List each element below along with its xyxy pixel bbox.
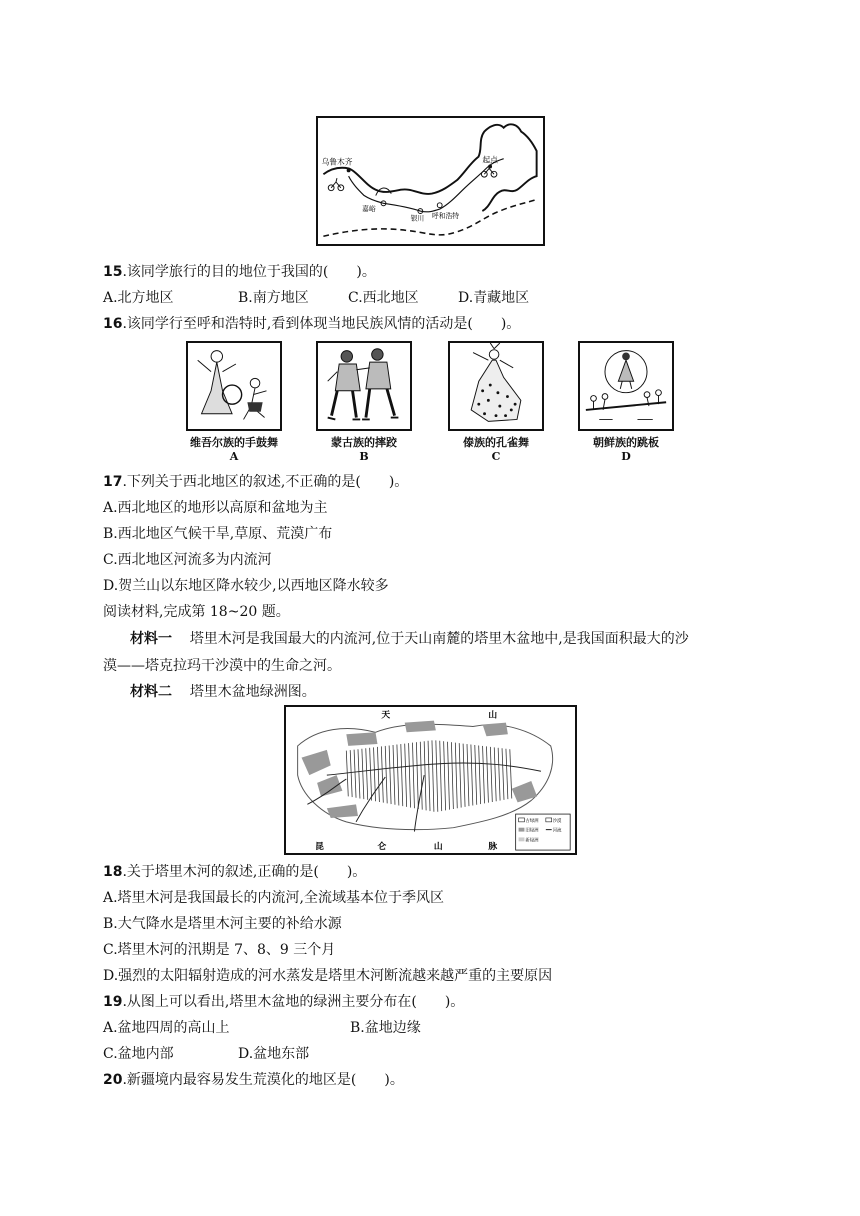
label-yinchuan: 银川 (410, 214, 425, 223)
q20-text: .新疆境内最容易发生荒漠化的地区是( )。 (122, 1072, 404, 1088)
q18-option-a[interactable]: A.塔里木河是我国最长的内流河,全流域基本位于季风区 (103, 890, 445, 906)
q16-number: 16 (103, 316, 123, 332)
picture-c-caption (431, 436, 561, 464)
q15-option-d[interactable]: D.青藏地区 (458, 290, 530, 306)
caption-text-d: 朝鲜族的跳板 (593, 436, 659, 449)
desert-hatch (346, 740, 511, 811)
label-kun: 昆 (315, 842, 324, 853)
q18-option-d[interactable]: D.强烈的太阳辐射造成的河水蒸发是塔里木河断流越来越严重的主要原因 (103, 968, 553, 984)
picture-c-dai-peacock-dance[interactable] (448, 341, 544, 431)
route-map-figure (316, 116, 545, 246)
legend-old-oasis: 古绿洲 (525, 818, 539, 824)
label-hohhot: 呼和浩特 (431, 211, 460, 220)
material-one-line2: 漠——塔克拉玛干沙漠中的生命之河。 (103, 658, 341, 674)
q19-number: 19 (103, 994, 123, 1010)
label-start: 起点 (482, 155, 498, 165)
q19-option-a[interactable]: A.盆地四周的高山上 (103, 1020, 230, 1036)
picture-d-caption (561, 436, 691, 464)
q17-number: 17 (103, 474, 123, 490)
seesaw-jumper-illustration (580, 343, 672, 429)
bicycle-icon-west (328, 178, 344, 191)
q17-option-d[interactable]: D.贺兰山以东地区降水较少,以西地区降水较多 (103, 578, 389, 594)
border-line (323, 124, 536, 214)
material-one-label: 材料一 (130, 631, 172, 647)
q19-stem (103, 992, 464, 1012)
picture-b-caption (299, 436, 429, 464)
city-dot-hohhot (437, 203, 442, 208)
letter-a: A (229, 450, 239, 463)
legend-desert: 沙漠 (552, 818, 562, 824)
legend-river: 河流 (552, 828, 562, 834)
label-shan2: 山 (433, 842, 443, 853)
letter-d: D (621, 450, 631, 463)
city-dot-urumqi (347, 168, 351, 172)
q18-option-c[interactable]: C.塔里木河的汛期是 7、8、9 三个月 (103, 942, 336, 958)
route-map-svg (318, 118, 543, 244)
q19-text: .从图上可以看出,塔里木盆地的绿洲主要分布在( )。 (122, 994, 465, 1010)
letter-c: C (491, 450, 501, 463)
legend-former-oasis: 旧绿洲 (525, 828, 539, 834)
q15-stem (103, 262, 376, 282)
map-legend (516, 814, 571, 850)
picture-a-caption (169, 436, 299, 464)
dashed-border (323, 199, 536, 236)
q15-options (103, 288, 529, 308)
material-one-text: 塔里木河是我国最大的内流河,位于天山南麓的塔里木盆地中,是我国面积最大的沙 (189, 631, 689, 647)
caption-text-c: 傣族的孔雀舞 (463, 436, 529, 449)
q16-text: .该同学行至呼和浩特时,看到体现当地民族风情的活动是( )。 (122, 316, 521, 332)
label-urumqi: 乌鲁木齐 (321, 157, 353, 167)
q16-stem (103, 314, 520, 334)
picture-b-mongolian-wrestling[interactable] (316, 341, 412, 431)
q19-option-b[interactable]: B.盆地边缘 (350, 1020, 421, 1036)
q18-stem (103, 862, 366, 882)
q18-number: 18 (103, 864, 123, 880)
q18-text: .关于塔里木河的叙述,正确的是( )。 (122, 864, 367, 880)
wrestlers-illustration (318, 343, 410, 429)
rivers (307, 763, 541, 832)
material-two-text: 塔里木盆地绿洲图。 (189, 684, 316, 700)
tarim-oasis-map-figure (284, 705, 577, 855)
q18-option-b[interactable]: B.大气降水是塔里木河主要的补给水源 (103, 916, 342, 932)
material-two-line (130, 682, 316, 702)
caption-text-b: 蒙古族的摔跤 (331, 436, 397, 449)
label-lun: 仑 (377, 842, 387, 853)
dancers-drum-illustration (188, 343, 280, 429)
q19-options-row2 (103, 1044, 309, 1064)
q17-option-c[interactable]: C.西北地区河流多为内流河 (103, 552, 272, 568)
label-shan: 山 (488, 710, 498, 721)
picture-a-uyghur-dance[interactable] (186, 341, 282, 431)
material-two-label: 材料二 (130, 684, 172, 700)
legend-new-oasis: 新绿洲 (525, 838, 539, 844)
q15-option-c[interactable]: C.西北地区 (348, 290, 419, 306)
picture-d-korean-seesaw[interactable] (578, 341, 674, 431)
material-one-line1 (130, 629, 689, 649)
label-jiayuguan: 嘉峪 (362, 205, 376, 214)
q15-number: 15 (103, 264, 123, 280)
oasis-patches (302, 721, 538, 818)
peacock-dancer-illustration (450, 343, 542, 429)
q17-option-a[interactable]: A.西北地区的地形以高原和盆地为主 (103, 500, 328, 516)
q15-option-b[interactable]: B.南方地区 (238, 290, 309, 306)
label-tian: 天 (381, 710, 391, 721)
route-line (349, 159, 504, 212)
q17-text: .下列关于西北地区的叙述,不正确的是( )。 (122, 474, 409, 490)
q19-option-d[interactable]: D.盆地东部 (238, 1046, 310, 1062)
q17-stem (103, 472, 408, 492)
label-mai: 脉 (488, 842, 498, 853)
tarim-map-svg (286, 707, 575, 853)
q17-option-b[interactable]: B.西北地区气候干旱,草原、荒漠广布 (103, 526, 333, 542)
q15-text: .该同学旅行的目的地位于我国的( )。 (122, 264, 376, 280)
caption-text-a: 维吾尔族的手鼓舞 (190, 436, 278, 449)
q19-options-row1 (103, 1018, 421, 1038)
letter-b: B (359, 450, 369, 463)
q20-number: 20 (103, 1072, 123, 1088)
q19-option-c[interactable]: C.盆地内部 (103, 1046, 174, 1062)
q15-option-a[interactable]: A.北方地区 (103, 290, 174, 306)
reading-intro: 阅读材料,完成第 18~20 题。 (103, 604, 290, 620)
q20-stem (103, 1070, 404, 1090)
